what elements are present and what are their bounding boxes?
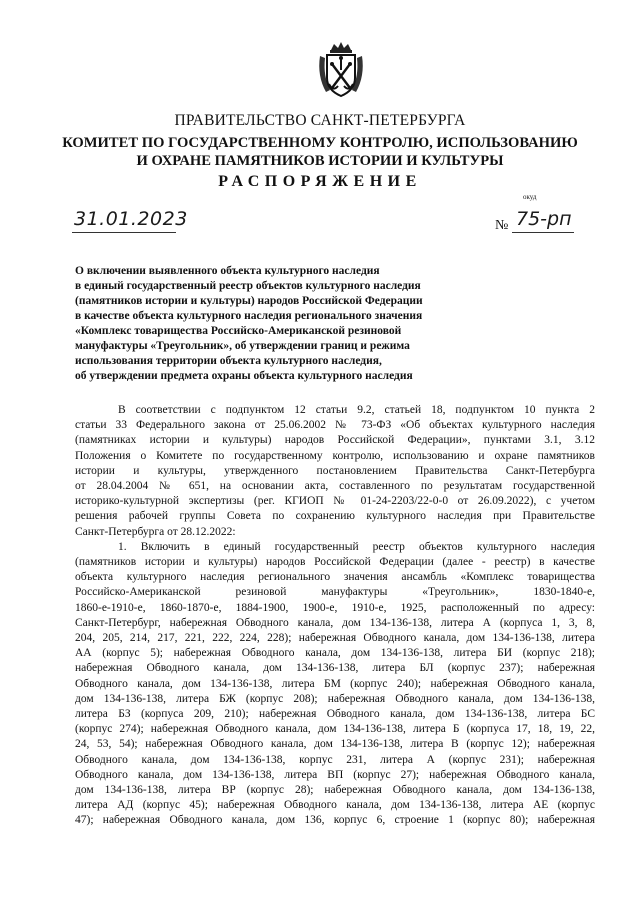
body-line: решения рабочей группы Совета по сохранению культурного наследия при Правительстве	[75, 510, 595, 523]
body-line: Санкт-Петербург, набережная Обводного канала, дом 134-136-138, литера А (корпуса 1, 3, 8,	[75, 616, 595, 629]
title-line: в единый государственный реестр объектов культурного наследия	[75, 280, 421, 292]
committee-name	[0, 134, 640, 170]
body-line: (памятниках истории и культуры) народов Российской Федерации», пунктами 3.1, 3.12	[75, 434, 595, 447]
body-line: Обводного канала, дом 134-136-138, корпус 231, литера А (корпус 231); набережная	[75, 753, 595, 766]
body-line: дом 134-136-138, литера БЖ (корпус 208); набережная Обводного канала, дом 134-136-138,	[75, 692, 595, 705]
saint-petersburg-coat-of-arms-icon	[316, 40, 366, 100]
body-line: (корпус 274); набережная Обводного канала, дом 134-136-138, литера Б (корпуса 17, 18, 19, 22,	[75, 723, 595, 736]
number-sign: №	[495, 218, 509, 233]
body-line: 1. Включить в единый государственный реестр объектов культурного наследия	[118, 540, 595, 553]
title-line: использования территории объекта культурного наследия,	[75, 355, 382, 367]
body-line: историко-культурной экспертизы (рег. КГИОП № 01-24-2203/22-0-0 от 26.09.2022), с учетом	[75, 495, 595, 508]
body-line: Положения о Комитете по государственному контролю, использованию и охране памятников	[75, 449, 595, 462]
body-line: от 28.04.2004 № 651, на основании акта, составленного по результатам государственной	[75, 480, 595, 493]
number-underline	[512, 232, 574, 233]
title-line: О включении выявленного объекта культурного наследия	[75, 265, 380, 277]
handwritten-date: 31.01.2023	[74, 208, 188, 230]
title-line: об утверждении предмета охраны объекта культурного наследия	[75, 370, 413, 382]
title-line: в качестве объекта культурного наследия регионального значения	[75, 310, 423, 322]
body-line: 47); набережная Обводного канала, дом 136, корпус 6, строение 1 (корпус 80); набережная	[75, 814, 595, 827]
body-line: Российско-Американской резиновой мануфактуры «Треугольник», 1830-1840-е,	[75, 586, 595, 599]
body-line: статьи 33 Федерального закона от 25.06.2002 № 73-ФЗ «Об объектах культурного наследия	[75, 419, 595, 432]
body-line: 1860-е-1910-е, 1860-1870-е, 1884-1900, 1900-е, 1910-е, 1925, расположенный по адресу:	[75, 601, 595, 614]
body-line: (памятников истории и культуры) народов Российской Федерации (далее - реестр) в качестве	[75, 556, 595, 569]
body-line: Обводного канала, дом 134-136-138, литера БМ (корпус 240); набережная Обводного канала,	[75, 677, 595, 690]
body-line: литера АД (корпус 45); набережная Обводного канала, дом 134-136-138, литера АЕ (корпус	[75, 799, 595, 812]
body-line: АА (корпус 5); набережная Обводного канала, дом 134-136-138, литера БИ (корпус 218);	[75, 647, 595, 660]
committee-name-line-1: КОМИТЕТ ПО ГОСУДАРСТВЕННОМУ КОНТРОЛЮ, ИСПОЛЬЗОВАНИЮ	[62, 135, 578, 151]
committee-name-line-2: И ОХРАНЕ ПАМЯТНИКОВ ИСТОРИИ И КУЛЬТУРЫ	[136, 153, 504, 169]
body-line: дом 134-136-138, литера ВР (корпус 28); набережная Обводного канала, дом 134-136-138,	[75, 784, 595, 797]
title-line: мануфактуры «Треугольник», об утверждении границ и режима	[75, 340, 410, 352]
body-line: литера БЗ (корпуса 209, 210); набережная Обводного канала, дом 134-136-138, литера БС	[75, 708, 595, 721]
okud-label: окуд	[523, 193, 537, 201]
document-title	[75, 264, 485, 384]
date-underline	[72, 232, 176, 233]
body-line: набережная Обводного канала, дом 134-136-138, литера БЛ (корпус 237); набережная	[75, 662, 595, 675]
body-line: В соответствии с подпунктом 12 статьи 9.2, статьей 18, подпунктом 10 пункта 2	[118, 404, 595, 416]
document-body	[75, 403, 595, 829]
body-line: 24, 53, 54); набережная Обводного канала, дом 134-136-138, литера В (корпус 12); набережная	[75, 738, 595, 751]
document-type-heading: РАСПОРЯЖЕНИЕ	[218, 173, 422, 190]
title-line: «Комплекс товарищества Российско-Американской резиновой	[75, 325, 402, 337]
body-line: Обводного канала, дом 134-136-138, литера ВП (корпус 27); набережная Обводного канала,	[75, 768, 595, 781]
body-line: объекта культурного наследия регионального значения ансамбль «Комплекс товарищества	[75, 571, 595, 584]
title-line: (памятников истории и культуры) народов Российской Федерации	[75, 295, 423, 307]
handwritten-document-number: 75-рп	[516, 208, 572, 230]
government-name: ПРАВИТЕЛЬСТВО САНКТ-ПЕТЕРБУРГА	[174, 112, 466, 129]
body-line: Санкт-Петербурга от 28.12.2022:	[75, 525, 236, 538]
body-line: истории и культуры, утвержденного постановлением Правительства Санкт-Петербурга	[75, 464, 595, 477]
body-line: 204, 205, 214, 217, 221, 222, 224, 228); набережная Обводного канала, дом 134-136-138, литера	[75, 632, 595, 645]
